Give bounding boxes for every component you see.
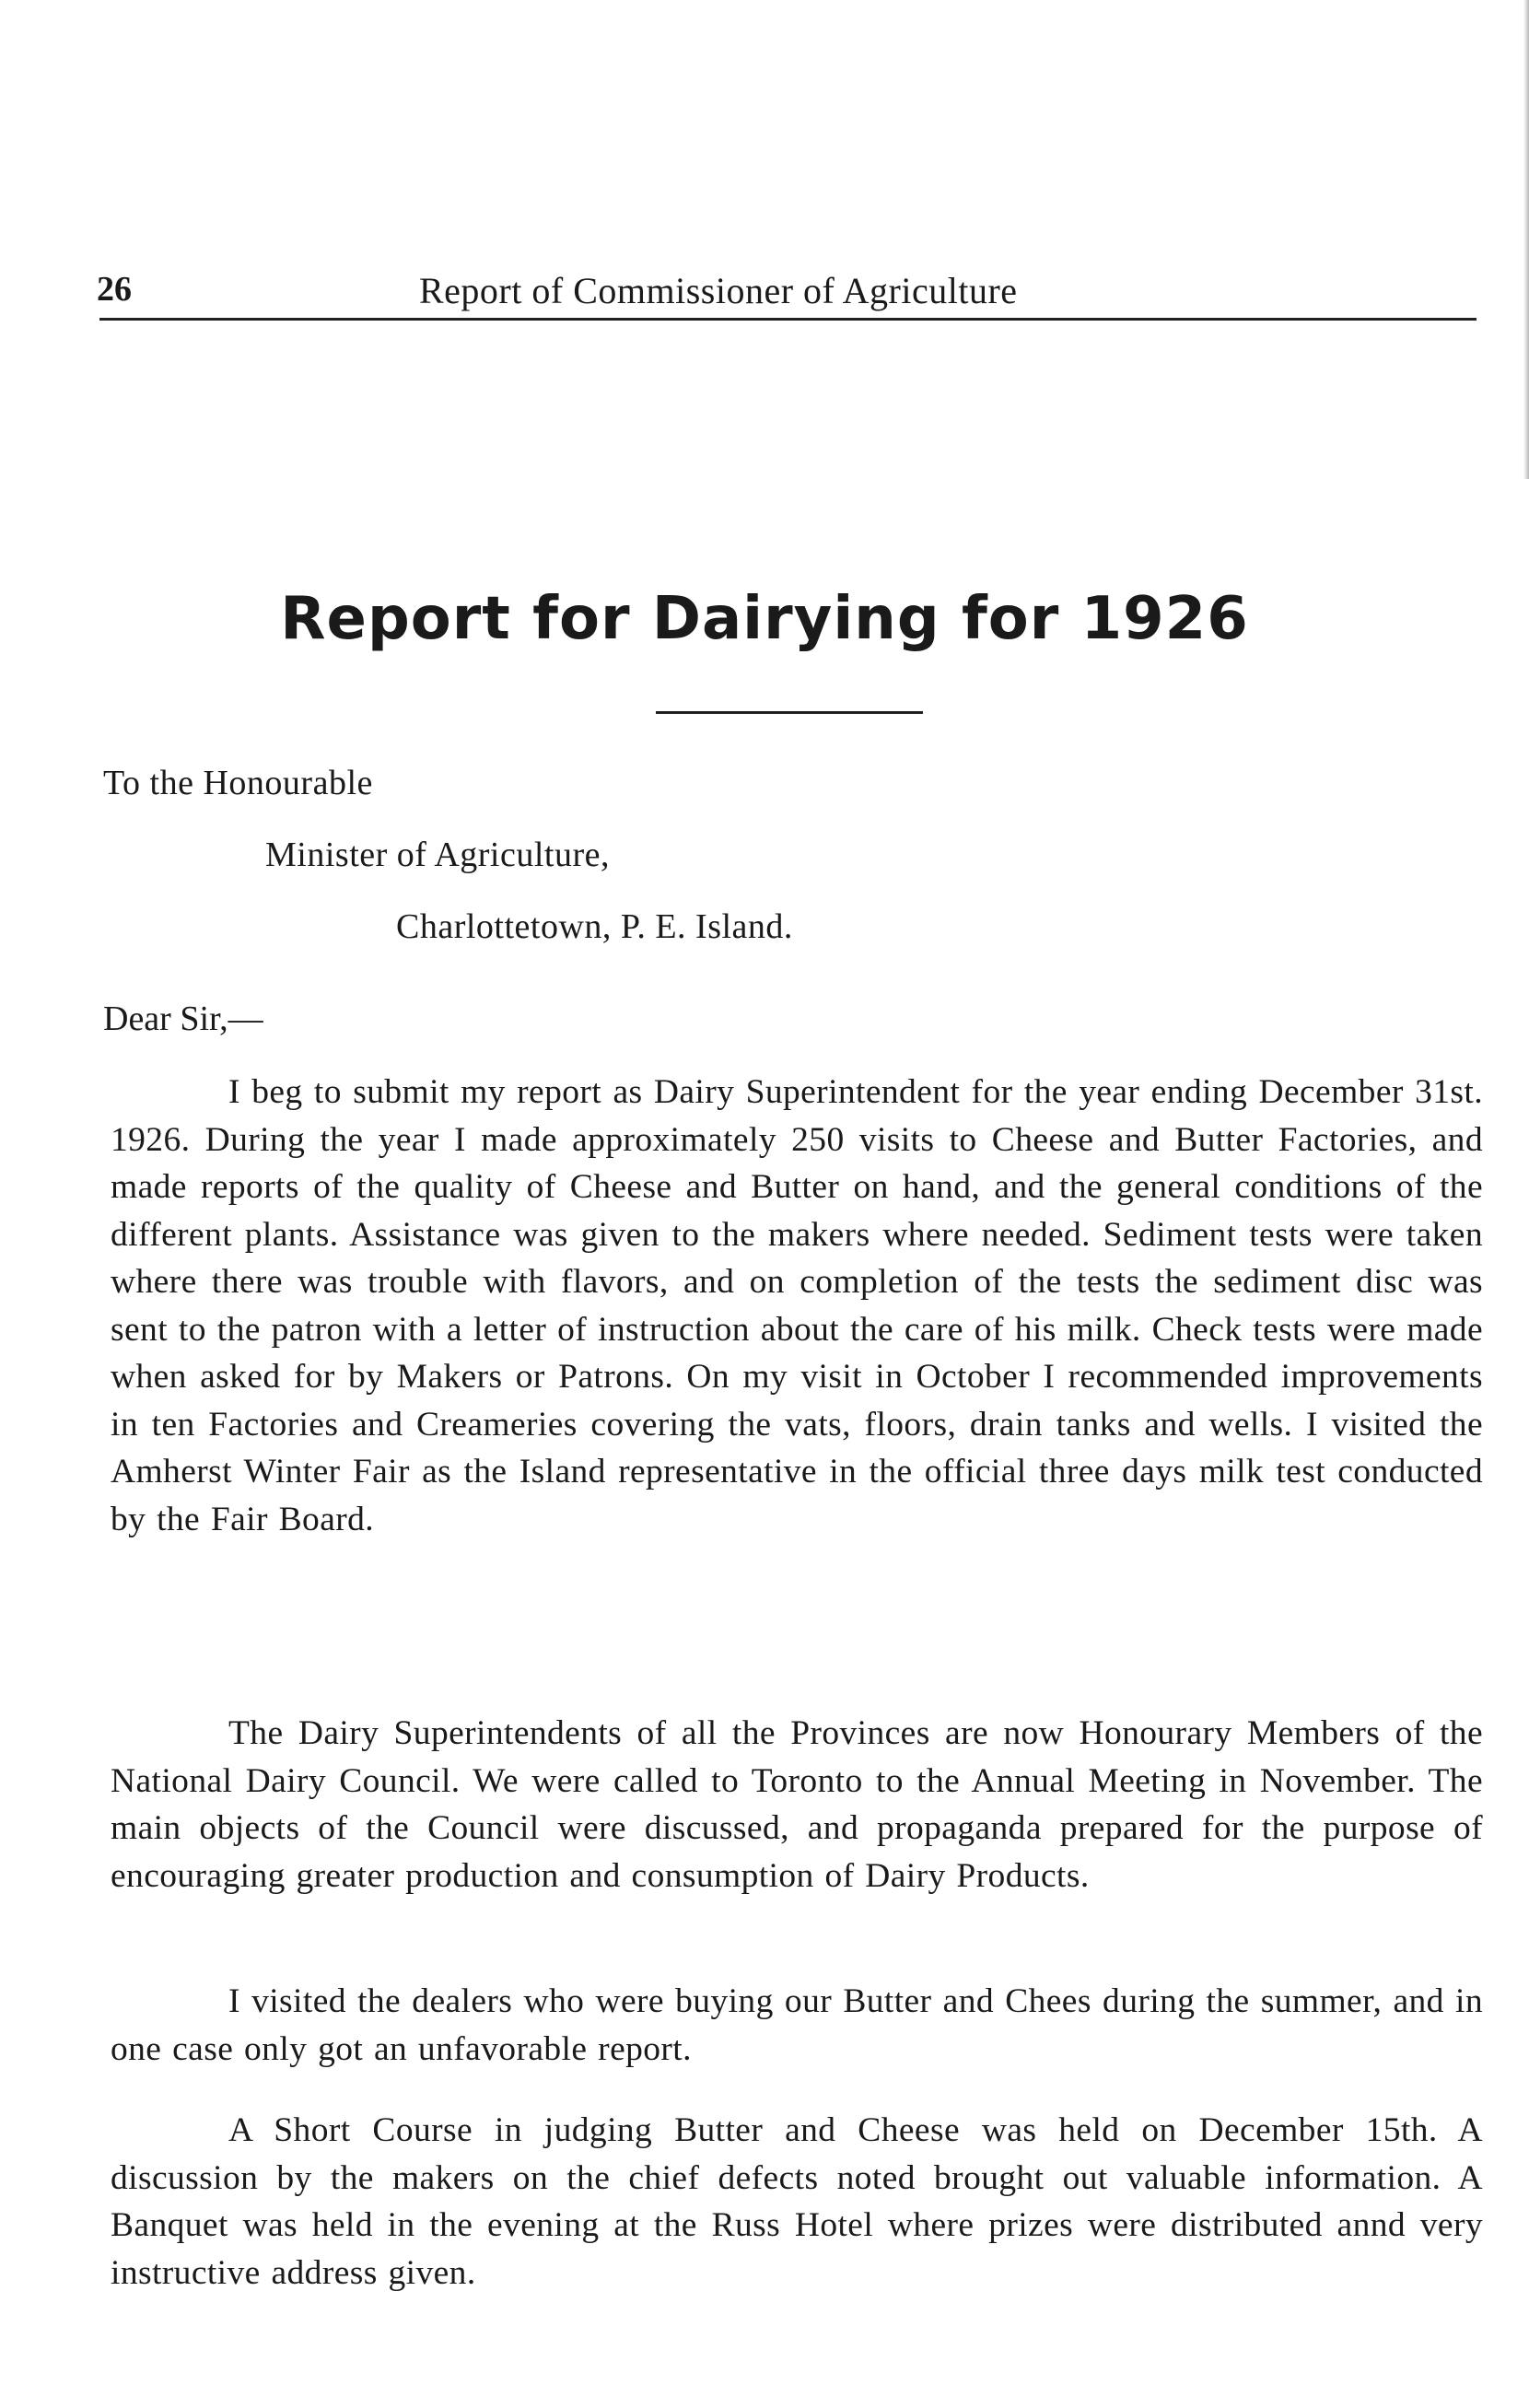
address-line-1: To the Honourable xyxy=(103,764,373,802)
body-paragraph-1: I beg to submit my report as Dairy Superintendent for the year ending December 31st. 1926. During the year I made approximately 250 visits to Cheese and Butter Factories, and made reports of the quality of Cheese and Butter on hand, and the general conditions of the different plants. Assistance was given to the makers where needed. Sediment tests were taken where there was trouble with flavors, and on completion of the tests the sediment disc was sent to the patron with a letter of instruction about the care of his milk. Check tests were made when asked for by Makers or Patrons. On my visit in October I recommended improvements in ten Factories and Creameries covering the vats, floors, drain tanks and wells. I visited the Amherst Winter Fair as the Island representative in the official three days milk test conducted by the Fair Board. xyxy=(111,1073,1483,1538)
title-rule xyxy=(656,711,923,714)
body-paragraph-2: The Dairy Superintendents of all the Provinces are now Honourary Members of the National Dairy Council. We were called to Toronto to the Annual Meeting in November. The main objects of the Council were discussed, and propaganda prepared for the purpose of encouraging greater production and consumption of Dairy Products. xyxy=(111,1714,1483,1895)
running-title: Report of Commissioner of Agriculture xyxy=(419,270,1018,311)
salutation: Dear Sir,— xyxy=(103,999,263,1038)
address-line-3: Charlottetown, P. E. Island. xyxy=(396,907,793,946)
report-title: Report for Dairying for 1926 xyxy=(280,585,1249,653)
address-line-2: Minister of Agriculture, xyxy=(265,836,610,874)
page-number: 26 xyxy=(97,270,132,309)
running-header xyxy=(97,269,1478,324)
header-rule xyxy=(99,318,1476,321)
body-paragraph-4: A Short Course in judging Butter and Cheese was held on December 15th. A discussion by the makers on the chief defects noted brought out valuable information. A Banquet was held in the evening at the Russ Hotel where prizes were distributed annd very instructive address given. xyxy=(111,2111,1483,2292)
page-edge-shadow xyxy=(1523,0,1529,479)
body-paragraph-3: I visited the dealers who were buying our Butter and Chees during the summer, and in one case only got an unfavorable report. xyxy=(111,1982,1483,2068)
